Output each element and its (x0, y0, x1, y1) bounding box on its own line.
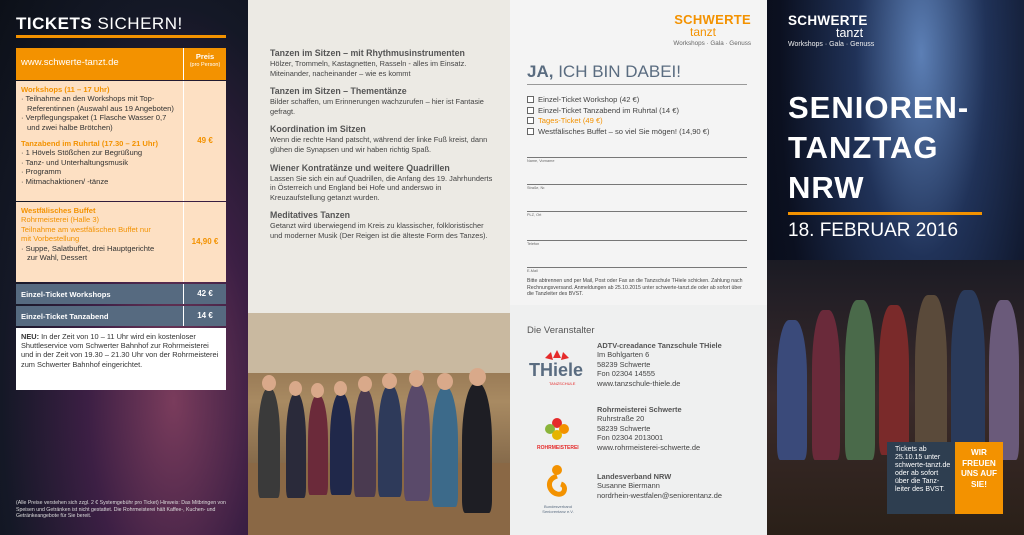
cover-panel (767, 0, 1024, 535)
price-footnote: (Alle Preise verstehen sich zzgl. 2 € Systemgebühr pro Ticket) Hinweis: Das Mitbringen von Speisen und Getränken ist nicht gestattet. Die Rohrmeisterei hält Kaffee-, Kuchen- und Getränkeangebote für Sie bereit. (16, 500, 226, 520)
workshop-item: Tanzen im Sitzen – mit Rhythmusinstrumenten Hölzer, Trommeln, Kastagnetten, Rasseln - alles im Einsatz. Miteinander, nacheinander – wie es kommt (270, 48, 467, 78)
ws-item: · Verpflegungspaket (1 Flasche Wasser 0,7 (21, 113, 167, 123)
workshop-list (270, 48, 495, 249)
buffet-location: Rohrmeisterei (Halle 3) (21, 215, 100, 225)
brand-logo: SCHWERTE tanzt Workshops · Gala · Genuss (788, 13, 875, 48)
price-day: 49 € (183, 81, 226, 201)
rohrmeisterei-flower-icon (527, 415, 587, 445)
org-landesverband: Landesverband NRW Susanne Biermann nordrhein-westfalen@seniorentanz.de (597, 472, 723, 500)
form-disclaimer: Bitte abtrennen und per Mail, Post oder Fax an die Tanzschule THiele schicken. Zahlung nach Rechnungsversand. Anmeldungen ab 25.10.2015 unter schwerte-tanzt.de oder ab sofort über die Tanzleiter des BVST. (527, 278, 743, 298)
option-tages-ticket[interactable]: Tages-Ticket (49 €) (527, 116, 710, 127)
option-einzel-tanzabend[interactable]: Einzel-Ticket Tanzabend im Ruhrtal (14 €) (527, 106, 710, 117)
ticket-url-link[interactable]: www.schwerte-tanzt.de (21, 57, 119, 68)
divider (527, 84, 747, 85)
workshop-item: Meditatives Tanzen Getanzt wird überwiegend im Kreis zu klassischer, folkloristischer und moderner Musik (Der Reigen ist die älteste Form des Tanzes). (270, 210, 488, 240)
row-label: Einzel-Ticket Workshops (21, 290, 111, 299)
row-einzel-tanzabend (16, 306, 226, 326)
event-date: 18. FEBRUAR 2016 (788, 220, 959, 241)
welcome-badge: WIR FREUEN UNS AUF SIE! (955, 442, 1003, 514)
ws-item: und zwei halbe Brötchen) (27, 122, 113, 132)
buffet-item: zur Wahl, Dessert (27, 253, 88, 263)
plz-field[interactable]: PLZ, Ort (527, 211, 747, 217)
workshop-item: Wiener Kontratänze und weitere Quadrillen Lassen Sie sich ein auf Quadrillen, die Anfang des 19. Jahrhunderts in Österreich und England bei Hofe und anderswo in Kreuzaufstellung getanzt wurden. (270, 162, 493, 202)
form-title: JA, ICH BIN DABEI! (527, 62, 681, 81)
ws-item: · Teilnahme an den Workshops mit Top- (21, 94, 155, 104)
option-einzel-workshop[interactable]: Einzel-Ticket Workshop (42 €) (527, 95, 710, 106)
workshop-item: Tanzen im Sitzen – Thementänze Bilder schaffen, um Erinnerungen wachzurufen – hier ist Fantasie gefragt. (270, 86, 484, 116)
thiele-subtitle: TANZSCHULE (549, 381, 576, 386)
name-field[interactable]: Name, Vorname (527, 157, 747, 163)
rohrmeisterei-website-link[interactable]: www.rohrmeisterei-schwerte.de (597, 442, 701, 452)
bvst-wordmark: Bundesverband Seniorentanz e.V. (542, 504, 574, 514)
rohrmeisterei-wordmark: ROHRMEISTEREI (537, 445, 579, 451)
brand-logo-small: SCHWERTE tanzt Workshops · Gala · Genuss (673, 12, 751, 47)
email-field[interactable]: E-Mail (527, 267, 747, 273)
shuttle-notice: NEU: In der Zeit von 10 – 11 Uhr wird ein kostenloser Shuttleservice vom Schwerter Bahnhof zur Rohrmeisterei und in der Zeit von 19.30 – 21.30 Uhr von der Rohrmeisterei zum Schwerter Bahnhof eingerichtet. (16, 328, 226, 390)
ticket-info-box: Tickets ab 25.10.15 unter schwerte-tanzt.de oder ab sofort über die Tanz-leiter des BVST. (887, 442, 955, 514)
row-price: 42 € (183, 284, 226, 304)
event-headline: SENIOREN- TANZTAG NRW (788, 90, 970, 205)
price-buffet: 14,90 € (183, 202, 226, 282)
registration-panel (510, 0, 767, 535)
ticket-package-day (16, 81, 226, 201)
org-thiele: ADTV-creadance Tanzschule THiele Im Bohlgarten 6 58239 Schwerte Fon 02304 14555 www.tanzschule-thiele.de (597, 341, 722, 388)
bvst-dancer-icon (527, 462, 587, 504)
thiele-website-link[interactable]: www.tanzschule-thiele.de (597, 378, 681, 388)
checkbox[interactable] (527, 117, 534, 124)
street-field[interactable]: Straße, Nr. (527, 184, 747, 190)
dance-photo (248, 313, 510, 535)
buffet-note: mit Vorbestellung (21, 234, 80, 244)
checkbox[interactable] (527, 128, 534, 135)
thiele-logo (527, 348, 587, 388)
tanz-item: · Tanz- und Unterhaltungsmusik (21, 157, 129, 167)
bvst-logo (527, 462, 587, 522)
organizers-title: Die Veranstalter (527, 325, 595, 336)
ticket-buffet (16, 202, 226, 282)
workshops-panel (248, 0, 510, 535)
option-buffet[interactable]: Westfälisches Buffet – so viel Sie mögen! (14,90 €) (527, 127, 710, 138)
workshops-heading: Workshops (11 – 17 Uhr) (21, 85, 110, 94)
ws-item: Referentinnen (Auswahl aus 19 Angeboten) (27, 103, 174, 113)
checkbox[interactable] (527, 96, 534, 103)
tanzabend-heading: Tanzabend im Ruhrtal (17.30 – 21 Uhr) (21, 139, 159, 149)
price-column-header: Preis (pro Person) (183, 48, 226, 80)
ticket-table-header (16, 48, 226, 80)
row-einzel-workshops (16, 284, 226, 304)
row-label: Einzel-Ticket Tanzabend (21, 312, 109, 321)
tickets-title: TICKETS SICHERN! (16, 14, 183, 33)
phone-field[interactable]: Telefon (527, 240, 747, 246)
tanz-item: · 1 Hövels Stößchen zur Begrüßung (21, 148, 143, 158)
tickets-panel (0, 0, 248, 535)
buffet-item: · Suppe, Salatbuffet, drei Hauptgerichte (21, 243, 155, 253)
rohrmeisterei-logo (527, 415, 587, 455)
landesverband-email-link[interactable]: nordrhein-westfalen@seniorentanz.de (597, 490, 723, 500)
workshop-item: Koordination im Sitzen Wenn die rechte Hand patscht, während der linke Fuß kreist, dann glühen die Synapsen und wir haben richtig Spaß. (270, 124, 488, 154)
tanz-item: · Mitmachaktionen/ -tänze (21, 176, 109, 186)
checkbox[interactable] (527, 107, 534, 114)
tanz-item: · Programm (21, 167, 62, 177)
ticket-options (527, 95, 710, 137)
thiele-wordmark: THiele (529, 360, 584, 380)
buffet-note: Teilnahme am westfälischen Buffet nur (21, 224, 151, 234)
org-rohrmeisterei: Rohrmeisterei Schwerte Ruhrstraße 20 58239 Schwerte Fon 02304 2013001 www.rohrmeisterei-schwerte.de (597, 405, 701, 452)
headline-underline (788, 212, 982, 215)
buffet-heading: Westfälisches Buffet (21, 206, 96, 215)
row-price: 14 € (183, 306, 226, 326)
title-underline (16, 35, 226, 38)
